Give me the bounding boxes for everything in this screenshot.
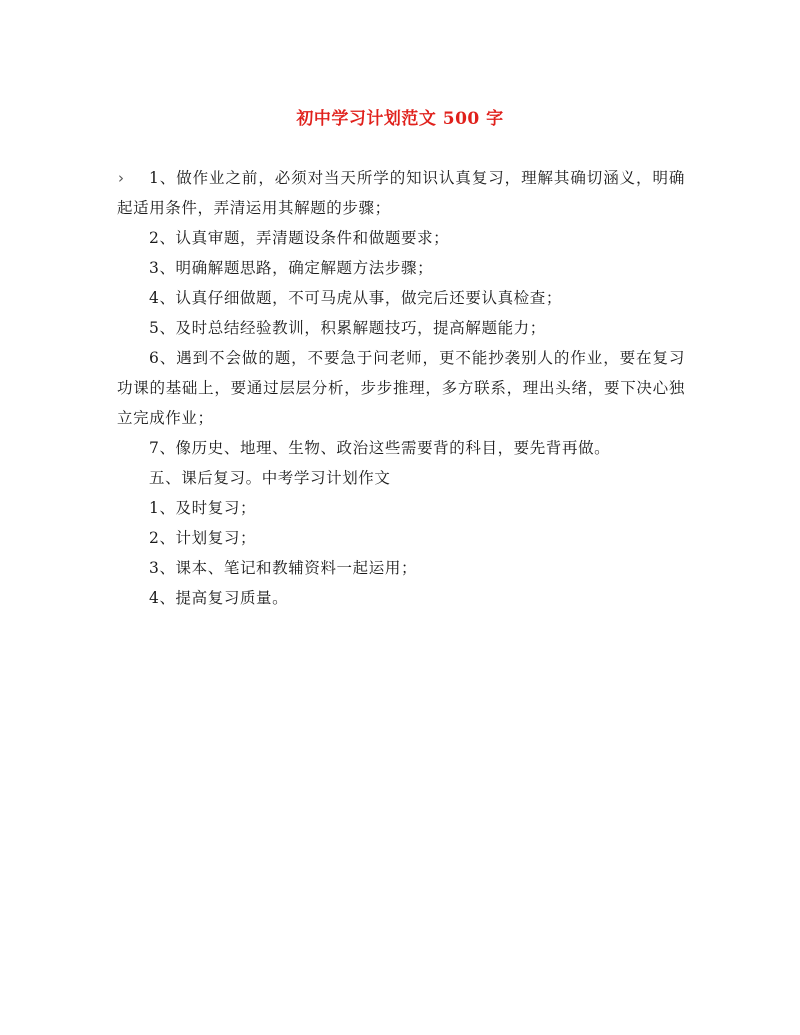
document-body — [117, 163, 685, 613]
review-item-2: 2、计划复习； — [149, 529, 257, 547]
review-item-1: 1、及时复习； — [149, 499, 257, 517]
paragraph-4: 4、认真仔细做题，不可马虎从事，做完后还要认真检查； — [149, 289, 562, 307]
paragraph-2: 2、认真审题，弄清题设条件和做题要求； — [149, 229, 450, 247]
paragraph-1: 1、做作业之前，必须对当天所学的知识认真复习，理解其确切涵义，明确起适用条件，弄清运用其解题的步骤； — [117, 169, 685, 217]
chevron-right-icon: › — [118, 169, 124, 187]
paragraph-6: 6、遇到不会做的题，不要急于问老师，更不能抄袭别人的作业，要在复习功课的基础上，要通过层层分析，步步推理，多方联系，理出头绪，要下决心独立完成作业； — [117, 349, 685, 427]
document-title: 初中学习计划范文 500 字 — [296, 109, 504, 129]
paragraph-7: 7、像历史、地理、生物、政治这些需要背的科目，要先背再做。 — [149, 439, 611, 457]
review-item-4: 4、提高复习质量。 — [149, 589, 289, 607]
section-heading-review: 五、课后复习。中考学习计划作文 — [149, 469, 391, 487]
review-item-3: 3、课本、笔记和教辅资料一起运用； — [149, 559, 418, 577]
paragraph-5: 5、及时总结经验教训，积累解题技巧，提高解题能力； — [149, 319, 546, 337]
paragraph-3: 3、明确解题思路，确定解题方法步骤； — [149, 259, 434, 277]
